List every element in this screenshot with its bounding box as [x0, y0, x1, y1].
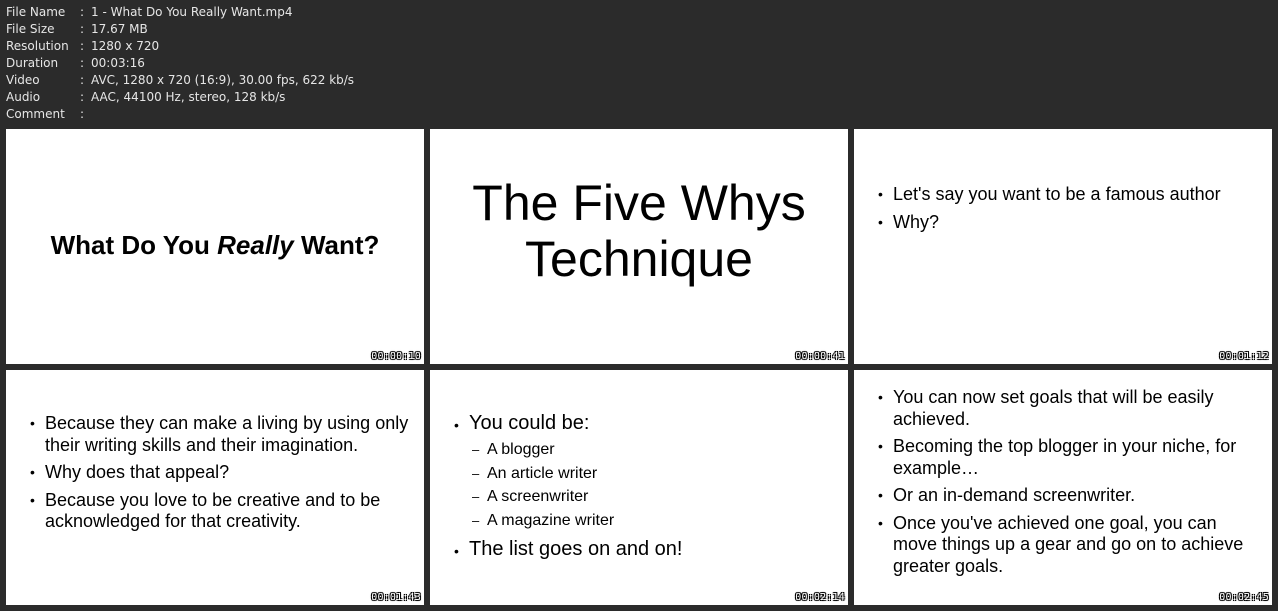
- slide-title: [430, 175, 848, 287]
- bullet-item: • Let's say you want to be a famous author: [878, 184, 1221, 206]
- bullet-list: [878, 387, 1263, 583]
- meta-row-resolution: [6, 38, 354, 55]
- thumbnail-1[interactable]: [6, 129, 424, 364]
- bullet-item: • Why?: [878, 212, 1221, 234]
- meta-value: 1 - What Do You Really Want.mp4: [91, 5, 293, 19]
- slide-title-emphasis: Really: [217, 230, 294, 260]
- meta-separator: :: [80, 5, 85, 19]
- meta-separator: :: [80, 73, 85, 87]
- thumbnail-2[interactable]: [430, 129, 848, 364]
- bullet-list: [454, 410, 682, 562]
- meta-separator: :: [80, 56, 85, 70]
- meta-row-file-name: [6, 4, 354, 21]
- meta-row-file-size: [6, 21, 354, 38]
- timestamp: 00:02:14: [795, 592, 845, 603]
- sub-bullet-item: – A magazine writer: [472, 509, 682, 533]
- meta-key: Comment: [6, 107, 65, 121]
- meta-value: 1280 x 720: [91, 39, 160, 53]
- sub-bullet-item: – A screenwriter: [472, 485, 682, 509]
- meta-separator: :: [80, 39, 85, 53]
- meta-value: 00:03:16: [91, 56, 145, 70]
- slide-title-line: Technique: [525, 231, 753, 287]
- meta-key: Video: [6, 73, 40, 87]
- bullet-item: • Once you've achieved one goal, you can move things up a gear and go on to achieve greater goals.: [878, 513, 1263, 578]
- timestamp: 00:00:41: [795, 351, 845, 362]
- timestamp: 00:01:12: [1219, 351, 1269, 362]
- thumbnail-5[interactable]: [430, 370, 848, 605]
- bullet-list: [30, 413, 415, 539]
- sub-bullet-list: [472, 438, 682, 532]
- slide-title-part: Want?: [293, 230, 380, 260]
- meta-row-duration: [6, 55, 354, 72]
- meta-key: File Name: [6, 5, 66, 19]
- timestamp: 00:00:10: [371, 351, 421, 362]
- meta-row-audio: [6, 89, 354, 106]
- bullet-text: You could be:: [469, 412, 590, 434]
- slide-title-line: The Five Whys: [472, 175, 806, 231]
- meta-value: 17.67 MB: [91, 22, 148, 36]
- sub-bullet-item: – A blogger: [472, 438, 682, 462]
- meta-separator: :: [80, 107, 85, 121]
- meta-row-video: [6, 72, 354, 89]
- meta-row-comment: [6, 106, 354, 123]
- bullet-item: • Or an in-demand screenwriter.: [878, 485, 1263, 507]
- meta-separator: :: [80, 90, 85, 104]
- bullet-item: • Becoming the top blogger in your niche, for example…: [878, 436, 1263, 479]
- meta-key: File Size: [6, 22, 55, 36]
- timestamp: 00:02:45: [1219, 592, 1269, 603]
- file-info-panel: [6, 4, 354, 123]
- bullet-list: [878, 184, 1221, 239]
- timestamp: 00:01:43: [371, 592, 421, 603]
- thumbnail-6[interactable]: [854, 370, 1272, 605]
- thumbnail-4[interactable]: [6, 370, 424, 605]
- bullet-item: • Because they can make a living by using only their writing skills and their imagination.: [30, 413, 415, 456]
- meta-key: Resolution: [6, 39, 69, 53]
- bullet-item: [454, 410, 682, 532]
- bullet-item: • Because you love to be creative and to be acknowledged for that creativity.: [30, 490, 415, 533]
- meta-value: AVC, 1280 x 720 (16:9), 30.00 fps, 622 kb/s: [91, 73, 355, 87]
- meta-key: Audio: [6, 90, 41, 104]
- bullet-item: • The list goes on and on!: [454, 536, 682, 562]
- bullet-item: • Why does that appeal?: [30, 462, 415, 484]
- thumbnail-3[interactable]: [854, 129, 1272, 364]
- meta-separator: :: [80, 22, 85, 36]
- sub-bullet-item: – An article writer: [472, 462, 682, 486]
- slide-title-part: What Do You: [50, 230, 218, 260]
- thumbnail-grid: [6, 129, 1272, 605]
- meta-value: AAC, 44100 Hz, stereo, 128 kb/s: [91, 90, 286, 104]
- bullet-item: • You can now set goals that will be easily achieved.: [878, 387, 1263, 430]
- meta-key: Duration: [6, 56, 59, 70]
- slide-title: [6, 230, 424, 261]
